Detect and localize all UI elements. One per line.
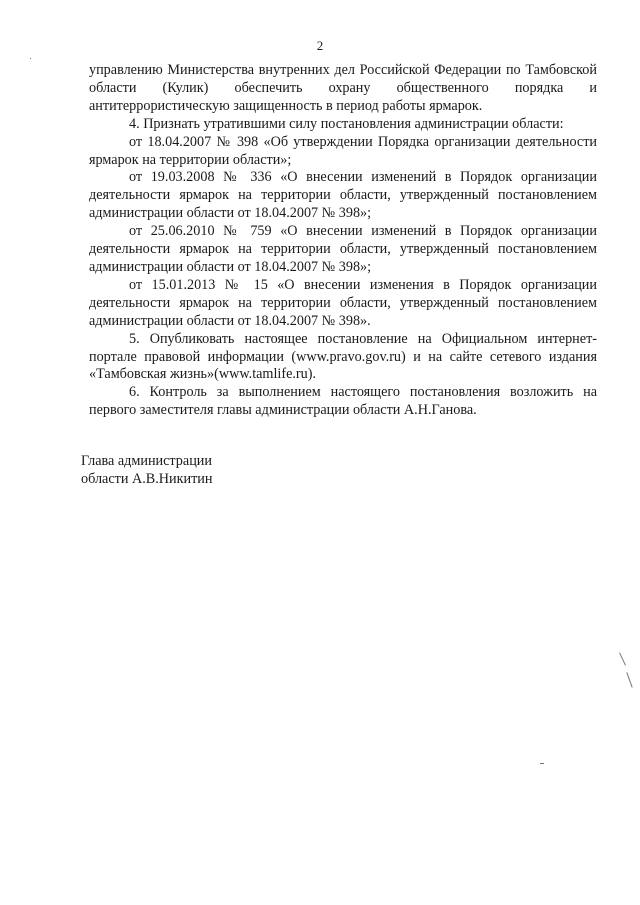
paragraph-repeal-15: от 15.01.2013 № 15 «О внесении изменения в Порядок организации деятельности ярмарок на территории области, утвержденный постановлением администрации области от 18.04.2007 № 398». — [89, 276, 597, 329]
document-body — [89, 62, 597, 420]
signature-name: области А.В.Никитин — [81, 470, 213, 487]
paragraph-item-6: 6. Контроль за выполнением настоящего постановления возложить на первого заместителя главы администрации области А.Н.Ганова. — [89, 384, 597, 419]
paragraph-repeal-336: от 19.03.2008 № 336 «О внесении изменений в Порядок организации деятельности ярмарок на территории области, утвержденный постановлением администрации области от 18.04.2007 № 398»; — [89, 169, 597, 222]
paragraph-repeal-759: от 25.06.2010 № 759 «О внесении изменений в Порядок организации деятельности ярмарок на территории области, утвержденный постановлением администрации области от 18.04.2007 № 398»; — [89, 223, 597, 275]
paragraph-item-4: 4. Признать утратившими силу постановления администрации области: — [129, 115, 564, 132]
scan-speck — [540, 763, 544, 764]
scan-speck — [619, 652, 626, 665]
scan-speck — [626, 672, 632, 687]
signature-block — [81, 453, 212, 488]
paragraph-repeal-398: от 18.04.2007 № 398 «Об утверждении Порядка организации деятельности ярмарок на территории области»; — [89, 133, 597, 168]
signature-title: Глава администрации — [81, 453, 212, 469]
paragraph-continuation: управлению Министерства внутренних дел Российской Федерации по Тамбовской области (Кулик) обеспечить охрану общественного порядка и антитеррористическую защищенность в период работы ярмарок. — [89, 62, 597, 114]
scan-speck — [30, 58, 31, 59]
page-number: 2 — [316, 38, 324, 53]
paragraph-item-5: 5. Опубликовать настоящее постановление на Официальном интернет-портале правовой информации (www.pravo.gov.ru) и на сайте сетевого издания «Тамбовская жизнь»(www.tamlife.ru). — [89, 330, 597, 383]
